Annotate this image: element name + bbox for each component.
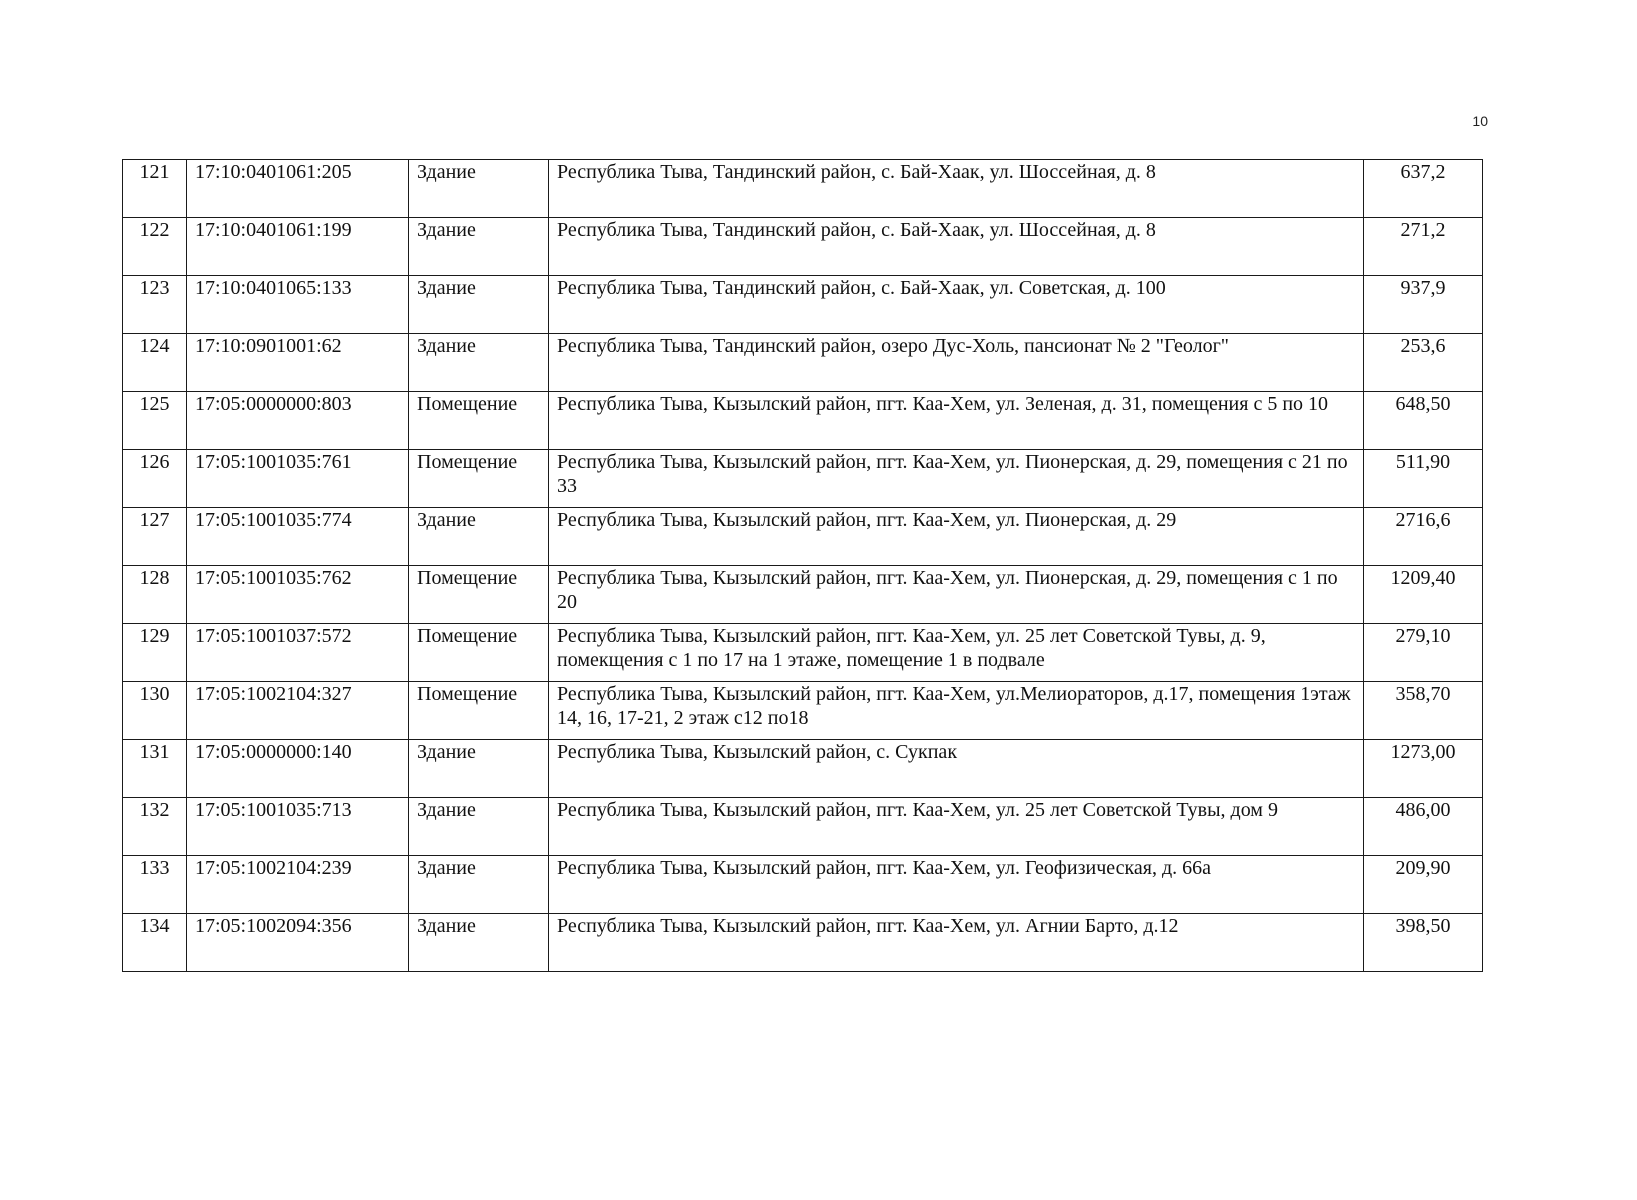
table-row — [123, 566, 1483, 624]
table-row — [123, 334, 1483, 392]
cadastral-number: 17:05:0000000:140 — [187, 740, 409, 798]
object-type: Помещение — [409, 624, 549, 682]
object-address: Республика Тыва, Кызылский район, пгт. Каа-Хем, ул. 25 лет Советской Тувы, дом 9 — [549, 798, 1364, 856]
property-table — [122, 159, 1483, 972]
object-type: Здание — [409, 856, 549, 914]
row-number: 134 — [123, 914, 187, 972]
object-address: Республика Тыва, Кызылский район, пгт. Каа-Хем, ул. Зеленая, д. 31, помещения с 5 по 10 — [549, 392, 1364, 450]
object-area: 1209,40 — [1364, 566, 1483, 624]
object-address: Республика Тыва, Кызылский район, пгт. Каа-Хем, ул. Геофизическая, д. 66а — [549, 856, 1364, 914]
object-address: Республика Тыва, Тандинский район, с. Бай-Хаак, ул. Шоссейная, д. 8 — [549, 218, 1364, 276]
row-number: 123 — [123, 276, 187, 334]
table-row — [123, 218, 1483, 276]
object-type: Помещение — [409, 682, 549, 740]
table-row — [123, 508, 1483, 566]
object-area: 486,00 — [1364, 798, 1483, 856]
row-number: 125 — [123, 392, 187, 450]
table-row — [123, 160, 1483, 218]
table-row — [123, 740, 1483, 798]
object-type: Здание — [409, 218, 549, 276]
object-address: Республика Тыва, Кызылский район, пгт. Каа-Хем, ул. Пионерская, д. 29, помещения с 21 по 33 — [549, 450, 1364, 508]
table-row — [123, 450, 1483, 508]
cadastral-number: 17:05:1001035:761 — [187, 450, 409, 508]
row-number: 121 — [123, 160, 187, 218]
object-area: 271,2 — [1364, 218, 1483, 276]
cadastral-number: 17:05:1001037:572 — [187, 624, 409, 682]
table-row — [123, 798, 1483, 856]
cadastral-number: 17:05:1002104:239 — [187, 856, 409, 914]
object-address: Республика Тыва, Кызылский район, пгт. Каа-Хем, ул. 25 лет Советской Тувы, д. 9, помекщения с 1 по 17 на 1 этаже, помещение 1 в подвале — [549, 624, 1364, 682]
row-number: 131 — [123, 740, 187, 798]
object-type: Помещение — [409, 450, 549, 508]
object-type: Здание — [409, 740, 549, 798]
object-area: 648,50 — [1364, 392, 1483, 450]
object-type: Здание — [409, 160, 549, 218]
cadastral-number: 17:05:1001035:762 — [187, 566, 409, 624]
table-row — [123, 276, 1483, 334]
row-number: 126 — [123, 450, 187, 508]
object-address: Республика Тыва, Тандинский район, с. Бай-Хаак, ул. Советская, д. 100 — [549, 276, 1364, 334]
page-number: 10 — [1472, 113, 1488, 129]
object-address: Республика Тыва, Кызылский район, с. Сукпак — [549, 740, 1364, 798]
object-type: Помещение — [409, 566, 549, 624]
object-address: Республика Тыва, Кызылский район, пгт. Каа-Хем, ул. Агнии Барто, д.12 — [549, 914, 1364, 972]
cadastral-number: 17:05:1001035:713 — [187, 798, 409, 856]
row-number: 130 — [123, 682, 187, 740]
object-area: 2716,6 — [1364, 508, 1483, 566]
table-row — [123, 392, 1483, 450]
cadastral-number: 17:05:0000000:803 — [187, 392, 409, 450]
object-area: 1273,00 — [1364, 740, 1483, 798]
object-type: Здание — [409, 798, 549, 856]
object-type: Здание — [409, 508, 549, 566]
object-area: 279,10 — [1364, 624, 1483, 682]
object-area: 209,90 — [1364, 856, 1483, 914]
cadastral-number: 17:10:0901001:62 — [187, 334, 409, 392]
object-area: 511,90 — [1364, 450, 1483, 508]
object-area: 937,9 — [1364, 276, 1483, 334]
row-number: 124 — [123, 334, 187, 392]
cadastral-number: 17:10:0401061:205 — [187, 160, 409, 218]
row-number: 132 — [123, 798, 187, 856]
object-address: Республика Тыва, Кызылский район, пгт. Каа-Хем, ул. Пионерская, д. 29 — [549, 508, 1364, 566]
cadastral-number: 17:10:0401065:133 — [187, 276, 409, 334]
object-type: Здание — [409, 914, 549, 972]
row-number: 129 — [123, 624, 187, 682]
table-row — [123, 682, 1483, 740]
cadastral-number: 17:10:0401061:199 — [187, 218, 409, 276]
object-address: Республика Тыва, Тандинский район, озеро Дус-Холь, пансионат № 2 "Геолог" — [549, 334, 1364, 392]
object-address: Республика Тыва, Тандинский район, с. Бай-Хаак, ул. Шоссейная, д. 8 — [549, 160, 1364, 218]
object-type: Здание — [409, 276, 549, 334]
table-row — [123, 624, 1483, 682]
object-area: 253,6 — [1364, 334, 1483, 392]
row-number: 127 — [123, 508, 187, 566]
row-number: 128 — [123, 566, 187, 624]
object-area: 637,2 — [1364, 160, 1483, 218]
cadastral-number: 17:05:1001035:774 — [187, 508, 409, 566]
row-number: 133 — [123, 856, 187, 914]
object-area: 358,70 — [1364, 682, 1483, 740]
object-area: 398,50 — [1364, 914, 1483, 972]
row-number: 122 — [123, 218, 187, 276]
property-table-body — [123, 160, 1483, 972]
cadastral-number: 17:05:1002104:327 — [187, 682, 409, 740]
table-row — [123, 856, 1483, 914]
object-type: Здание — [409, 334, 549, 392]
object-address: Республика Тыва, Кызылский район, пгт. Каа-Хем, ул.Мелиораторов, д.17, помещения 1этаж 14, 16, 17-21, 2 этаж с12 по18 — [549, 682, 1364, 740]
table-row — [123, 914, 1483, 972]
object-address: Республика Тыва, Кызылский район, пгт. Каа-Хем, ул. Пионерская, д. 29, помещения с 1 по 20 — [549, 566, 1364, 624]
cadastral-number: 17:05:1002094:356 — [187, 914, 409, 972]
object-type: Помещение — [409, 392, 549, 450]
